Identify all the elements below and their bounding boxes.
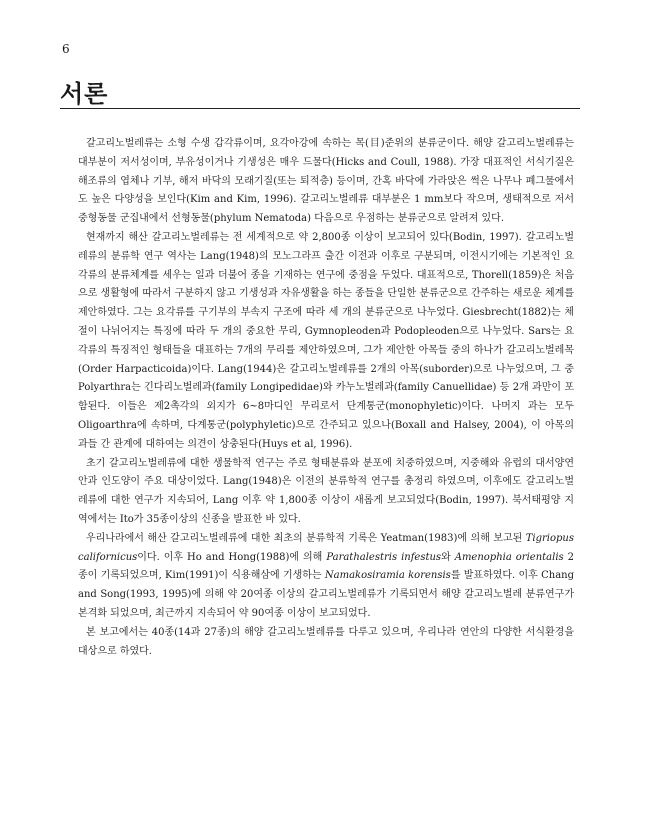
text-run: 우리나라에서 해산 갈고리노벌레류에 대한 최초의 분류학적 기록은 Yeatman(1983)에 의해 보고된	[86, 532, 526, 544]
text-run: 갈고리노벌레류는 소형 수생 갑각류이며, 요각아강에 속하는 목(目)준위의 분류군이다. 해양 갈고리노벌레류는 대부분이 저서성이며, 부유성이거나 기생성은 매우 드물다(Hicks and Coull, 1988). 가장 대표적인 서식기질은 해조류의 엽체나 기부, 해저 바닥의 모래기질(또는 퇴적층) 등이며, 간혹 바닥에 가라앉은 썩은 나무나 폐그물에서도 높은 다양성을 보인다(Kim and Kim, 1996). 갈고리노벌레류 대부분은 1 mm보다 작으며, 생태적으로 저서 중형동물 군집내에서 선형동물(phylum Nematoda) 다음으로 우점하는 분류군으로 알려져 있다.	[78, 138, 574, 225]
text-run: 와	[441, 551, 455, 563]
heading-rule	[60, 108, 580, 109]
italic-taxon-name: Parathalestris infestus	[326, 551, 442, 563]
text-run: 현재까지 해산 갈고리노벌레류는 전 세계적으로 약 2,800종 이상이 보고되어 있다(Bodin, 1997). 갈고리노벌레류의 분류학 연구 역사는 Lang(1948)의 모노그라프 출간 이전과 이후로 구분되며, 이전시기에는 기본적인 요각류의 분류체계를 세우는 일과 더불어 종을 기재하는 연구에 중점을 두었다. 대표적으로, Thorell(1859)은 처음으로 생활형에 따라서 구분하지 않고 기생성과 자유생활을 하는 종들을 단일한 분류군으로 간주하는 새로운 체계를 제안하였다. 그는 요각류를 구기부의 부속지 구조에 따라 세 개의 분류군으로 나누었다. Giesbrecht(1882)는 체절이 나뉘어지는 특징에 따라 두 개의 중요한 무리, Gymnopleoden과 Podopleoden으로 나누었다. Sars는 요각류의 특징적인 형태들을 대표하는 7개의 무리를 제안하였으며, 그가 제안한 아목들 중의 하나가 갈고리노벌레목(Order Harpacticoida)이다. Lang(1944)은 갈고리노벌레류를 2개의 아목(suborder)으로 나누었으며, 그 중 Polyarthra는 긴다리노벌레과(family Longipedidae)와 카누노벌레과(family Canuellidae) 등 2개 과만이 포함된다. 이들은 제2촉각의 외지가 6~8마디인 무리로서 단계통군(monophyletic)이다. 나머지 과는 모두 Oligoarthra에 속하며, 다계통군(polyphyletic)으로 간주되고 있으나(Boxall and Halsey, 2004), 이 아목의 과들 간 관계에 대하여는 의견이 상충된다(Huys et al, 1996).	[78, 231, 574, 450]
text-run: 본 보고에서는 40종(14과 27종)의 해양 갈고리노벌레류를 다루고 있으며, 우리나라 연안의 다양한 서식환경을 대상으로 하였다.	[78, 626, 574, 657]
paragraph	[78, 229, 574, 455]
text-run: 를 발표하였다. 이후 Chang and Song(1993, 1995)에 의해 약 20여종 이상의 갈고리노벌레류가 기록되면서 해양 갈고리노벌레 분류연구가 본격화 되었으며, 최근까지 지속되어 약 90여종 이상이 보고되었다.	[78, 570, 575, 619]
text-run: 이다. 이후 Ho and Hong(1988)에 의해	[137, 551, 327, 563]
paragraph	[78, 530, 574, 624]
page-number: 6	[62, 42, 70, 56]
paragraph	[78, 135, 574, 229]
body-text	[78, 135, 574, 661]
italic-taxon-name: Namakosiramia korensis	[324, 570, 451, 582]
paragraph	[78, 624, 574, 662]
text-run: 2종이 기록되었으며, Kim(1991)이 식용해삼에 기생하는	[78, 551, 574, 582]
italic-taxon-name: Tigriopus californicus	[78, 532, 574, 563]
paragraph	[78, 455, 574, 530]
section-heading: 서론	[60, 80, 109, 108]
text-run: 초기 갈고리노벌레류에 대한 생물학적 연구는 주로 형태분류와 분포에 치중하였으며, 지중해와 유럽의 대서양연안과 인도양이 주요 대상이었다. Lang(1948)은 이전의 분류학적 연구를 총정리 하였으며, 이후에도 갈고리노벌레류에 대한 연구가 지속되어, Lang 이후 약 1,800종 이상이 새롭게 보고되었다(Bodin, 1997). 북서태평양 지역에서는 Ito가 35종이상의 신종을 발표한 바 있다.	[78, 457, 574, 525]
italic-taxon-name: Amenophia orientalis	[454, 551, 564, 563]
